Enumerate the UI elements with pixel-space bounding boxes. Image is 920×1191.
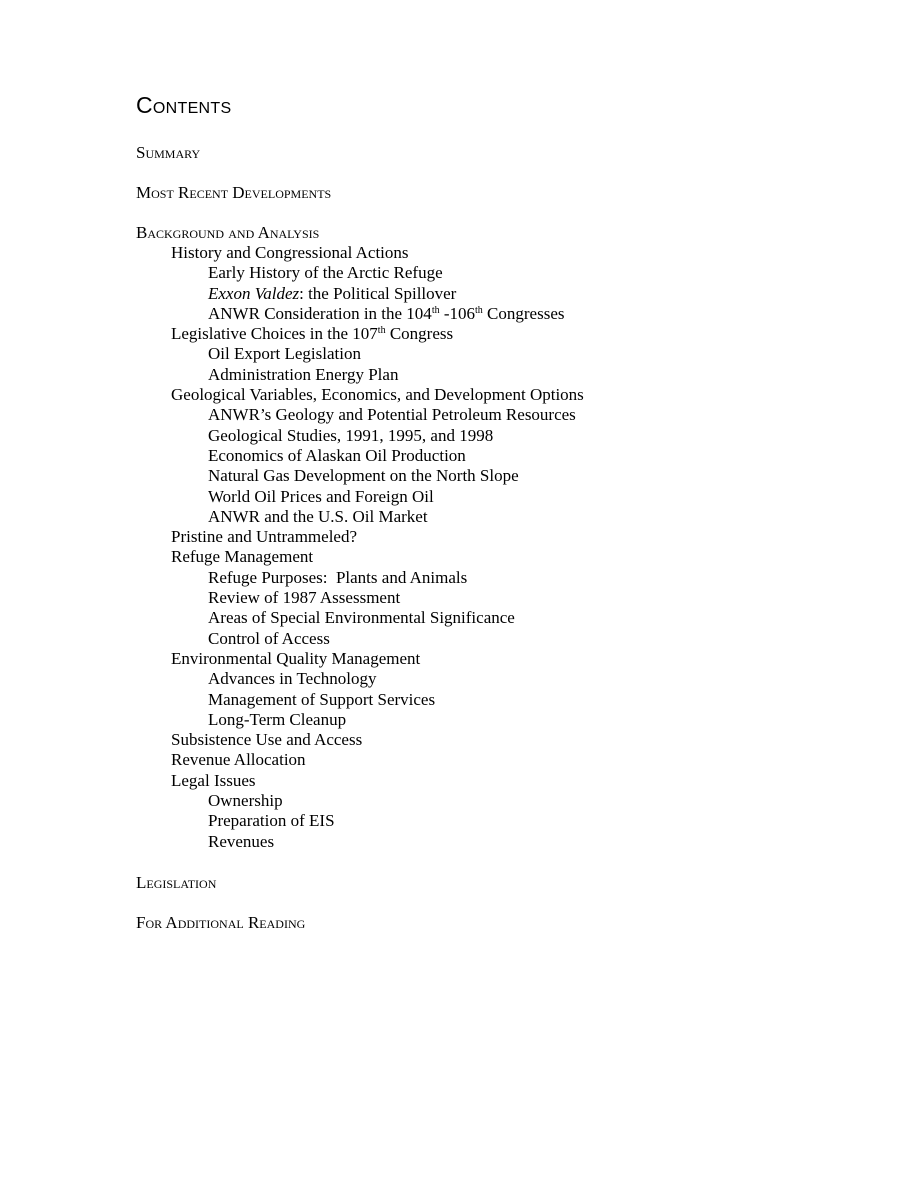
toc-item: Geological Variables, Economics, and Development Options [171, 385, 584, 405]
toc-item: Oil Export Legislation [208, 344, 361, 364]
section-additional-reading: For Additional Reading [136, 913, 306, 932]
toc-item: Advances in Technology [208, 669, 377, 689]
toc-item: Preparation of EIS [208, 811, 335, 831]
toc-item: Revenues [208, 831, 275, 851]
toc-item: Early History of the Arctic Refuge [208, 263, 443, 283]
toc-item [136, 324, 584, 344]
toc-item-rest: : the Political Spillover [299, 283, 457, 303]
toc-item: Control of Access [208, 628, 330, 648]
page-title: Contents [136, 92, 232, 118]
section-recent-developments: Most Recent Developments [136, 183, 332, 202]
section-summary: Summary [136, 143, 201, 162]
toc-item: Revenue Allocation [171, 750, 306, 770]
toc-item: Long-Term Cleanup [208, 709, 347, 729]
section-legislation: Legislation [136, 873, 217, 892]
toc-item: Refuge Purposes: Plants and Animals [208, 567, 468, 587]
toc-item-superscript: th [377, 325, 386, 337]
toc-item: World Oil Prices and Foreign Oil [208, 486, 434, 506]
section-background: Background and Analysis [136, 223, 320, 242]
toc-item: Legal Issues [171, 770, 256, 790]
toc-item: Pristine and Untrammeled? [171, 527, 358, 547]
toc-item-part: -106 [439, 303, 476, 323]
toc-item: Review of 1987 Assessment [208, 588, 401, 608]
toc-item [136, 284, 584, 304]
toc-item [136, 304, 584, 324]
toc-item: Administration Energy Plan [208, 364, 399, 384]
toc-item-part: Legislative Choices in the 107 [171, 324, 378, 344]
toc-item: Areas of Special Environmental Significance [208, 608, 515, 628]
toc-item: Economics of Alaskan Oil Production [208, 445, 466, 465]
toc-item: Subsistence Use and Access [171, 730, 363, 750]
toc-item-superscript: th [431, 304, 440, 316]
toc-item-italic: Exxon Valdez [208, 283, 300, 303]
toc-item: ANWR’s Geology and Potential Petroleum Resources [208, 405, 576, 425]
toc-item: ANWR and the U.S. Oil Market [208, 506, 428, 526]
toc-item: History and Congressional Actions [171, 243, 409, 262]
toc-item: Ownership [208, 791, 283, 811]
toc-item: Refuge Management [171, 547, 314, 567]
toc-list [136, 243, 584, 852]
toc-item: Geological Studies, 1991, 1995, and 1998 [208, 425, 494, 445]
toc-item: Environmental Quality Management [171, 648, 421, 668]
toc-item-part: ANWR Consideration in the 104 [208, 303, 432, 323]
toc-item-part: Congress [385, 324, 454, 344]
toc-item: Natural Gas Development on the North Slope [208, 466, 519, 486]
toc-item-superscript: th [475, 304, 483, 316]
toc-item: Management of Support Services [208, 689, 436, 709]
toc-item-part: Congresses [482, 303, 565, 323]
